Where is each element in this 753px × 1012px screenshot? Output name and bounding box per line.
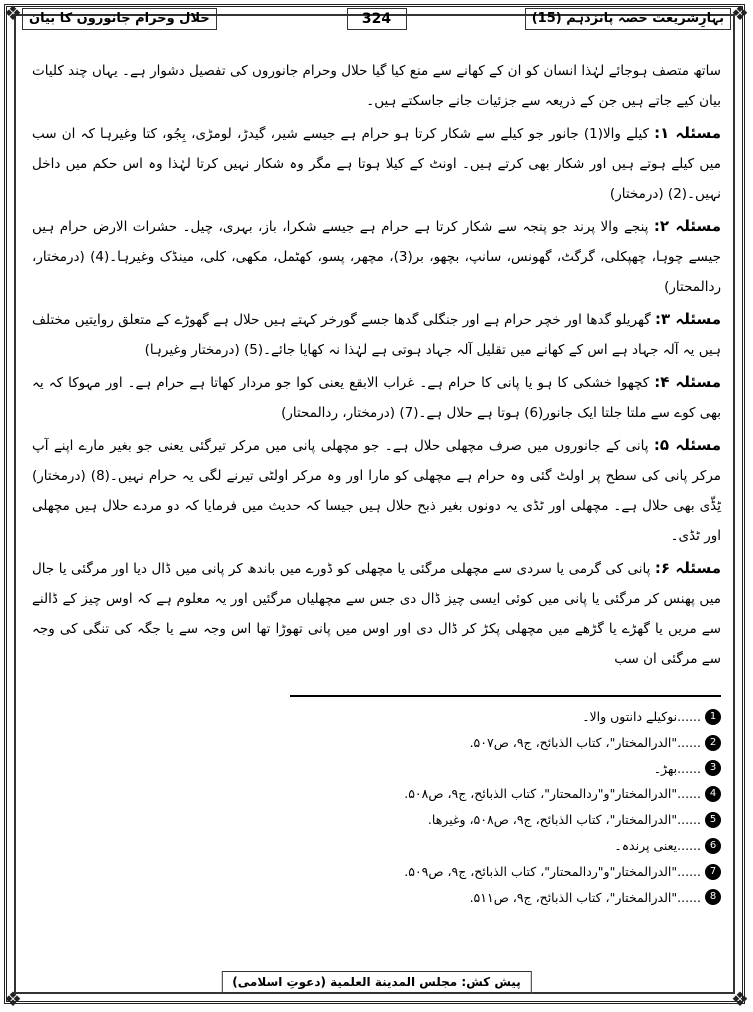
page-footer	[0, 971, 753, 993]
footnote-text: ......بھڑ۔	[653, 760, 701, 776]
masala-label: مسئلہ ۳:	[654, 310, 721, 328]
masala-1	[32, 118, 721, 209]
masala-4	[32, 367, 721, 428]
paragraph-text: پانی کے جانوروں میں صرف مچھلی حلال ہے۔ جو مچھلی پانی میں مرکر تیرگئی یعنی جو بغیر مارے اپنے آپ مرکر پانی کی سطح پر اولٹ گئی وہ حرام ہے مچھلی کو مارا اور وہ مرکر اولٹی تیرنے لگی یہ حرام نہیں۔(8) (درمختار) ٹِڈّی بھی حلال ہے۔ مچھلی اور ٹڈی یہ دونوں بغیر ذبح حلال ہیں جیسا کہ حدیث میں فرمایا کہ دو مردے حلال ہیں مچھلی اور ٹڈی۔	[32, 438, 721, 544]
masala-5	[32, 430, 721, 551]
masala-3	[32, 304, 721, 365]
publisher-credit: پیش کش: مجلس المدینة العلمیة (دعوتِ اسلامی)	[221, 971, 531, 993]
footnote-item	[32, 833, 721, 859]
paragraph-text: کیلے والا(1) جانور جو کیلے سے شکار کرتا ہو حرام ہے جیسے شیر، گیدڑ، لومڑی، بِجُو، کتا وغیرہا کہ ان سب میں کیلے ہوتے ہیں اور شکار بھی کرتے ہیں۔ اونٹ کے کیلا ہوتا ہے مگر وہ شکار نہیں کرتا لہٰذا وہ اس حکم میں داخل نہیں۔(2) (درمختار)	[32, 126, 721, 202]
masala-label: مسئلہ ۶:	[654, 559, 722, 577]
footnote-number-badge: 8	[705, 889, 721, 905]
paragraph-text: گھریلو گدھا اور خچر حرام ہے اور جنگلی گدھا جسے گورخر کہتے ہیں حلال ہے گھوڑے کے متعلق روایتیں مختلف ہیں یہ آلہ جہاد ہے اس کے کھانے میں تقلیل آلہ جہاد ہوتی ہے لہٰذا نہ کھایا جائے۔(5) (درمختار وغیرہا)	[32, 312, 721, 358]
chapter-title: حلال وحرام جانوروں کا بیان	[22, 8, 217, 30]
corner-ornament-icon: ❖	[4, 987, 22, 1011]
corner-ornament-icon: ❖	[731, 1, 749, 25]
footnote-item	[32, 859, 721, 885]
footnote-item	[32, 730, 721, 756]
paragraph-text: پانی کی گرمی یا سردی سے مچھلی مرگئی یا مچھلی کو ڈورے میں باندھ کر پانی میں ڈال دیا اور مرگئی یا جال میں پھنس کر مرگئی یا پانی میں کوئی ایسی چیز ڈال دی جس سے مچھلیاں مرگئیں اور یہ معلوم ہے کہ اوس چیز کے ڈالنے سے مریں یا گھڑے یا گڑھے میں مچھلی پکڑ کر ڈال دی اور اوس میں پانی تھوڑا تھا اس وجہ سے یا جگہ کی تنگی کی وجہ سے مرگئی ان سب	[32, 561, 721, 667]
footnote-number-badge: 1	[705, 709, 721, 725]
paragraph-text: ساتھ متصف ہوجائے لہٰذا انسان کو ان کے کھانے سے منع کیا گیا حلال وحرام جانوروں کی تفصیل دشوار ہے۔ یہاں چند کلیات بیان کیے جاتے ہیں جن کے ذریعہ سے جزئیات جانے جاسکتے ہیں۔	[32, 63, 721, 109]
masala-label: مسئلہ ۱:	[654, 124, 721, 142]
footnote-item	[32, 885, 721, 911]
footnote-text: ......"الدرالمختار"، کتاب الذبائح، ج۹، ص۵۰۷.	[469, 734, 701, 750]
masala-label: مسئلہ ۴:	[654, 373, 721, 391]
footnote-number-badge: 5	[705, 812, 721, 828]
footnote-text: ......یعنی پرندہ۔	[614, 837, 701, 853]
footnote-item	[32, 704, 721, 730]
footnote-text: ......"الدرالمختار"، کتاب الذبائح، ج۹، ص۵۱۱.	[469, 889, 701, 905]
footnote-text: ......"الدرالمختار"و"ردالمحتار"، کتاب الذبائح، ج۹، ص۵۰۸.	[404, 786, 701, 802]
footnote-text: ......نوکیلے دانتوں والا۔	[582, 709, 701, 724]
page-number: 324	[347, 8, 407, 30]
corner-ornament-icon: ❖	[731, 987, 749, 1011]
book-title: بہارِشریعت حصہ پانزدہم (15)	[525, 8, 731, 30]
footnotes	[32, 704, 721, 910]
paragraph-text: کچھوا خشکی کا ہو یا پانی کا حرام ہے۔ غراب الابقع یعنی کوا جو مردار کھاتا ہے حرام ہے۔ اور مہوکا کہ یہ بھی کوے سے ملتا جلتا ایک جانور(6) ہوتا ہے حلال ہے۔(7) (درمختار، ردالمحتار)	[32, 375, 721, 421]
footnote-number-badge: 7	[705, 864, 721, 880]
corner-ornament-icon: ❖	[4, 1, 22, 25]
footnote-number-badge: 2	[705, 735, 721, 751]
footnote-separator	[290, 695, 721, 697]
masala-label: مسئلہ ۵:	[653, 436, 722, 454]
footnote-item	[32, 756, 721, 782]
page-header	[22, 8, 731, 32]
footnote-number-badge: 4	[705, 786, 721, 802]
footnote-number-badge: 3	[705, 760, 721, 776]
paragraph-text: پنجے والا پرند جو پنجہ سے شکار کرتا ہے حرام ہے جیسے شکرا، باز، بہری، چیل۔ حشرات الارض حرام ہیں جیسے چوہا، چھپکلی، گرگٹ، گھونس، سانپ، بچھو، بر(3)، مچھر، پسو، کھٹمل، مکھی، کلی، مینڈک وغیرہا۔(4) (درمختار، ردالمحتار)	[32, 219, 721, 295]
masala-label: مسئلہ ۲:	[653, 217, 721, 235]
footnote-number-badge: 6	[705, 838, 721, 854]
paragraph-intro	[32, 56, 721, 116]
masala-6	[32, 553, 721, 674]
footnote-item	[32, 781, 721, 807]
masala-2	[32, 211, 721, 302]
footnote-text: ......"الدرالمختار"، کتاب الذبائح، ج۹، ص۵۰۸، وغیرها.	[427, 812, 701, 828]
footnote-text: ......"الدرالمختار"و"ردالمحتار"، کتاب الذبائح، ج۹، ص۵۰۹.	[404, 863, 701, 879]
main-text	[32, 56, 721, 674]
footnote-item	[32, 807, 721, 833]
